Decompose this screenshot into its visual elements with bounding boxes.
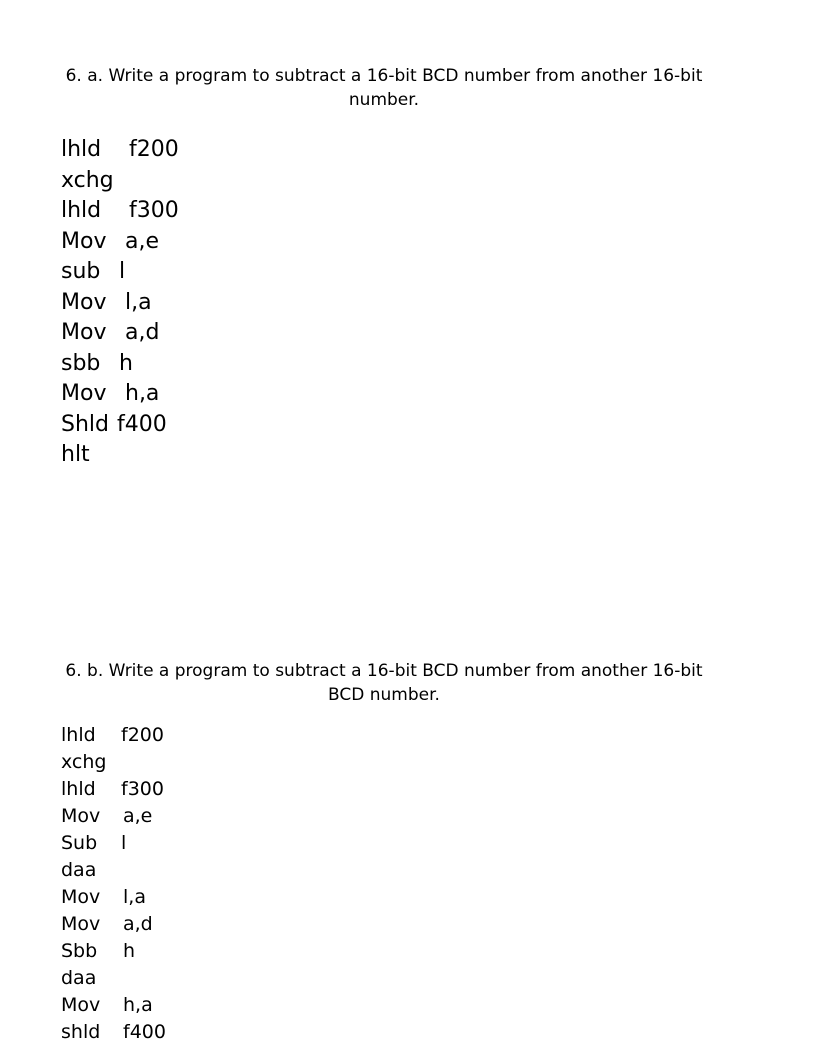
opcode: Mov (61, 289, 107, 315)
operand: f400 (117, 411, 167, 437)
opcode: xchg (61, 167, 114, 193)
opcode: Mov (61, 886, 101, 908)
opcode: lhld (61, 778, 96, 800)
code-line (61, 1019, 829, 1046)
operand: h,a (123, 994, 153, 1016)
code-line (61, 938, 829, 965)
code-line (61, 884, 829, 911)
section-b-code-listing (61, 722, 829, 1046)
code-line (61, 440, 829, 471)
section-a-code-listing (61, 135, 829, 471)
opcode: sub (61, 259, 101, 284)
operand: f200 (121, 724, 164, 746)
code-line (61, 749, 829, 776)
opcode: Mov (61, 320, 107, 345)
code-line (61, 288, 829, 319)
opcode: lhld (61, 198, 102, 223)
operand: l (119, 259, 126, 284)
opcode: daa (61, 859, 97, 881)
operand: l (121, 832, 127, 854)
opcode: xchg (61, 751, 107, 773)
operand: a,d (125, 320, 160, 345)
opcode: Mov (61, 805, 101, 827)
opcode: lhld (61, 137, 102, 162)
section-b (0, 659, 768, 1043)
opcode: Mov (61, 913, 101, 935)
code-line (61, 135, 829, 166)
opcode: sbb (61, 350, 101, 376)
opcode: lhld (61, 724, 96, 746)
code-line (61, 965, 829, 992)
opcode: Mov (61, 381, 107, 406)
operand: a,e (125, 228, 160, 254)
section-a (0, 64, 768, 467)
code-line (61, 776, 829, 803)
code-line (61, 803, 829, 830)
opcode: Sbb (61, 940, 98, 962)
code-line (61, 830, 829, 857)
opcode: Mov (61, 994, 101, 1016)
opcode: Sub (61, 832, 98, 854)
operand: h (119, 350, 133, 376)
code-line (61, 379, 829, 410)
operand: h (123, 940, 136, 962)
section-b-heading: 6. b. Write a program to subtract a 16-bit BCD number from another 16-bit BCD number. (65, 661, 703, 705)
code-line (61, 196, 829, 227)
code-line (61, 257, 829, 288)
operand: f400 (123, 1021, 166, 1043)
section-a-heading: 6. a. Write a program to subtract a 16-bit BCD number from another 16-bit number. (65, 66, 703, 110)
operand: f300 (129, 198, 179, 223)
operand: a,d (123, 913, 153, 935)
operand: a,e (123, 805, 153, 827)
code-line (61, 318, 829, 349)
opcode: daa (61, 967, 97, 989)
opcode: Shld (61, 411, 109, 437)
code-line (61, 166, 829, 197)
operand: h,a (125, 381, 160, 406)
code-line (61, 992, 829, 1019)
operand: l,a (123, 886, 146, 908)
code-line (61, 349, 829, 380)
code-line (61, 410, 829, 441)
operand: l,a (125, 289, 152, 315)
code-line (61, 911, 829, 938)
opcode: hlt (61, 442, 90, 467)
opcode: Mov (61, 228, 107, 254)
code-line (61, 227, 829, 258)
opcode: shld (61, 1021, 101, 1043)
code-line (61, 722, 829, 749)
operand: f300 (121, 778, 164, 800)
operand: f200 (129, 137, 179, 162)
code-line (61, 857, 829, 884)
